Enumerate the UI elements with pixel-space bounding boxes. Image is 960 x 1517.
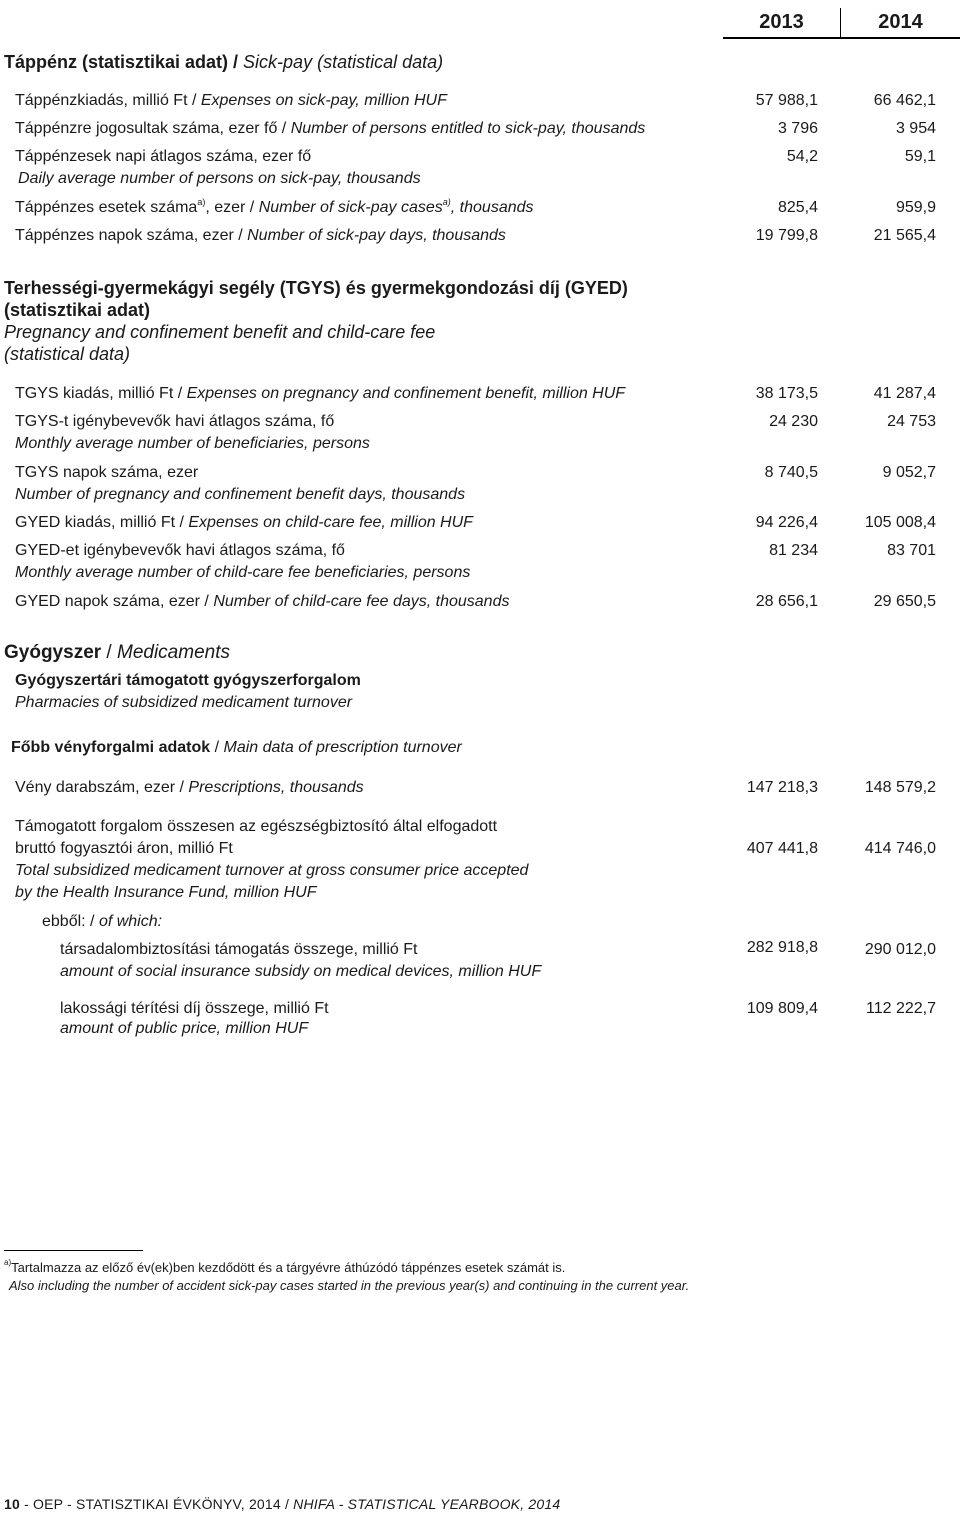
value-2013: 147 218,3 (746, 779, 818, 796)
of-which-label: ebből: / of which: (42, 913, 163, 930)
section-title-en: Sick-pay (statistical data) (243, 52, 444, 72)
value-2013: 28 656,1 (755, 593, 818, 610)
value-2013: 38 173,5 (755, 385, 818, 402)
year-header-2013: 2013 (759, 11, 804, 33)
year-header-2014: 2014 (878, 11, 923, 33)
value-2014: 24 753 (887, 413, 936, 430)
value-2014: 3 954 (895, 120, 936, 137)
footnote-hu: $^{a)}$Tartalmazza az előző év(ek)ben kezdődött és a tárgyévre áthúzódó táppénzes esetek számát is. (4, 1258, 566, 1275)
subsection-title-en: Pharmacies of subsidized medicament turnover (15, 694, 353, 711)
value-2014: 66 462,1 (873, 92, 936, 109)
footnote-en: Also including the number of accident sick-pay cases started in the previous year(s) and continuing in the current year. (9, 1278, 690, 1293)
subsection-title-hu: Gyógyszertári támogatott gyógyszerforgalom (15, 672, 361, 689)
value-2014: 959,9 (895, 199, 936, 216)
section-title-tgys-gyed-line2: (statisztikai adat) (4, 300, 151, 320)
page-number: 10 (4, 1496, 20, 1512)
value-2013: 109 809,4 (746, 1000, 818, 1017)
footnote-marker: a) (197, 197, 206, 207)
section-title-sick-pay (4, 52, 443, 73)
value-2013: 8 740,5 (764, 464, 818, 481)
value-2014: 148 579,2 (864, 779, 936, 796)
header-separator (840, 8, 841, 37)
footnote-divider (4, 1250, 143, 1251)
value-2014: 29 650,5 (873, 593, 936, 610)
value-2013: 81 234 (769, 542, 818, 559)
value-2014: 9 052,7 (882, 464, 936, 481)
section-subtitle-en-line2: (statistical data) (4, 344, 131, 364)
value-2014: 59,1 (904, 148, 936, 165)
value-2014: 83 701 (887, 542, 936, 559)
value-2013: 54,2 (786, 148, 818, 165)
page-footer: 10 - OEP - STATISZTIKAI ÉVKÖNYV, 2014 / NHIFA - STATISTICAL YEARBOOK, 2014 (4, 1496, 561, 1512)
value-2013: 407 441,8 (746, 840, 818, 857)
value-2014: 21 565,4 (873, 227, 936, 244)
section-subtitle-en: Pregnancy and confinement benefit and child-care fee (4, 322, 436, 342)
value-2013: 282 918,8 (746, 939, 818, 956)
footnote-marker: a) (442, 197, 451, 207)
value-2014: 414 746,0 (864, 840, 936, 857)
section-title-hu: Táppénz (statisztikai adat) / (4, 52, 244, 72)
section-title-tgys-gyed: Terhességi-gyermekágyi segély (TGYS) és gyermekgondozási díj (GYED) (4, 278, 628, 298)
value-2013: 24 230 (769, 413, 818, 430)
value-2013: 57 988,1 (755, 92, 818, 109)
section-title-medicaments: Gyógyszer / Medicaments (4, 642, 230, 663)
value-2013: 825,4 (777, 199, 818, 216)
value-2013: 94 226,4 (755, 514, 818, 531)
header-underline (723, 37, 960, 39)
value-2014: 290 012,0 (864, 941, 936, 958)
value-2013: 3 796 (777, 120, 818, 137)
main-data-heading: Főbb vényforgalmi adatok / Main data of prescription turnover (11, 739, 462, 756)
value-2014: 41 287,4 (873, 385, 936, 402)
value-2014: 105 008,4 (864, 514, 936, 531)
value-2013: 19 799,8 (755, 227, 818, 244)
value-2014: 112 222,7 (866, 1000, 936, 1017)
